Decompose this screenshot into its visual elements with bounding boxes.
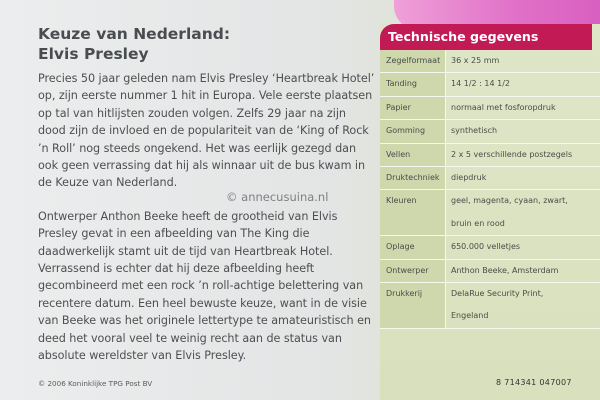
spec-row bbox=[380, 236, 600, 259]
spec-value bbox=[446, 50, 600, 72]
spec-value bbox=[446, 260, 600, 282]
spec-key: Tanding bbox=[380, 73, 446, 95]
panel-title: Technische gegevens bbox=[380, 24, 592, 50]
spec-key: Ontwerper bbox=[380, 260, 446, 282]
spec-value-line: diepdruk bbox=[451, 173, 487, 183]
paragraph-design: Ontwerper Anthon Beeke heeft de grootheid van Elvis Presley gevat in een afbeelding van The King die daadwerkelijk stamt uit de tijd van Heartbreak Hotel. Verrassend is echter dat hij deze afbeelding heeft gecombineerd met een rock ’n roll-achtige belettering van recentere datum. Een heel bewuste keuze, want in de visie van Beeke was het originele lettertype te amateuristisch en deed het vooral veel te weinig recht aan de status van absolute wereldster van Elvis Presley. bbox=[38, 209, 371, 363]
spec-row bbox=[380, 73, 600, 96]
spec-key: Kleuren bbox=[380, 190, 446, 235]
spec-key: Oplage bbox=[380, 236, 446, 258]
spec-row bbox=[380, 97, 600, 120]
spec-value bbox=[446, 73, 600, 95]
spec-value-line: 14 1/2 : 14 1/2 bbox=[451, 79, 510, 89]
spec-key: Gomming bbox=[380, 120, 446, 142]
title-line-1: Keuze van Nederland: bbox=[38, 25, 231, 43]
spec-value bbox=[446, 283, 600, 328]
watermark: © annecusuina.nl bbox=[226, 190, 329, 204]
spec-value bbox=[446, 120, 600, 142]
title-line-2: Elvis Presley bbox=[38, 45, 149, 63]
spec-table bbox=[380, 50, 600, 329]
copyright-notice: © 2006 Koninklijke TPG Post BV bbox=[38, 378, 153, 388]
spec-row bbox=[380, 167, 600, 190]
description-column bbox=[38, 24, 376, 388]
spec-key: Vellen bbox=[380, 144, 446, 166]
spec-row bbox=[380, 120, 600, 143]
spec-value bbox=[446, 236, 600, 258]
spec-row bbox=[380, 283, 600, 329]
spec-row bbox=[380, 144, 600, 167]
spec-value-line: normaal met fosforopdruk bbox=[451, 102, 556, 112]
spec-row bbox=[380, 190, 600, 236]
spec-value bbox=[446, 144, 600, 166]
spec-value-line: 36 x 25 mm bbox=[451, 56, 500, 65]
spec-row bbox=[380, 260, 600, 283]
spec-value-line: DelaRue Security Print, bbox=[451, 289, 544, 299]
spec-value-line: 650.000 velletjes bbox=[451, 242, 521, 252]
spec-key: Papier bbox=[380, 97, 446, 119]
spec-value bbox=[446, 167, 600, 189]
spec-value-line: geel, magenta, cyaan, zwart, bbox=[451, 196, 568, 206]
spec-value bbox=[446, 190, 600, 235]
spec-value-line: bruin en rood bbox=[451, 218, 505, 228]
spec-value-line: Anthon Beeke, Amsterdam bbox=[451, 265, 559, 275]
spec-value-line: Engeland bbox=[451, 311, 489, 321]
spec-value-line: synthetisch bbox=[451, 126, 498, 136]
spec-key: Druktechniek bbox=[380, 167, 446, 189]
spec-row bbox=[380, 50, 600, 73]
spec-value-line: 2 x 5 verschillende postzegels bbox=[451, 149, 573, 159]
spec-key: Drukkerij bbox=[380, 283, 446, 328]
paragraph-intro: Precies 50 jaar geleden nam Elvis Presley ‘Heartbreak Hotel’ op, zijn eerste nummer 1 hit in Europa. Vele eerste plaatsen op tal van hitlijsten zouden volgen. Zelfs 29 jaar na zijn dood zijn de invloed en de populariteit van de ‘King of Rock ’n Roll’ nog steeds ongekend. Het was eerlijk gezegd dan ook geen verrassing dat hij als winnaar uit de bus kwam in de Keuze van Nederland. bbox=[38, 72, 375, 190]
page-title bbox=[38, 24, 376, 64]
barcode-number: 8 714341 047007 bbox=[496, 378, 572, 387]
spec-value bbox=[446, 97, 600, 119]
spec-key: Zegelformaat bbox=[380, 50, 446, 72]
